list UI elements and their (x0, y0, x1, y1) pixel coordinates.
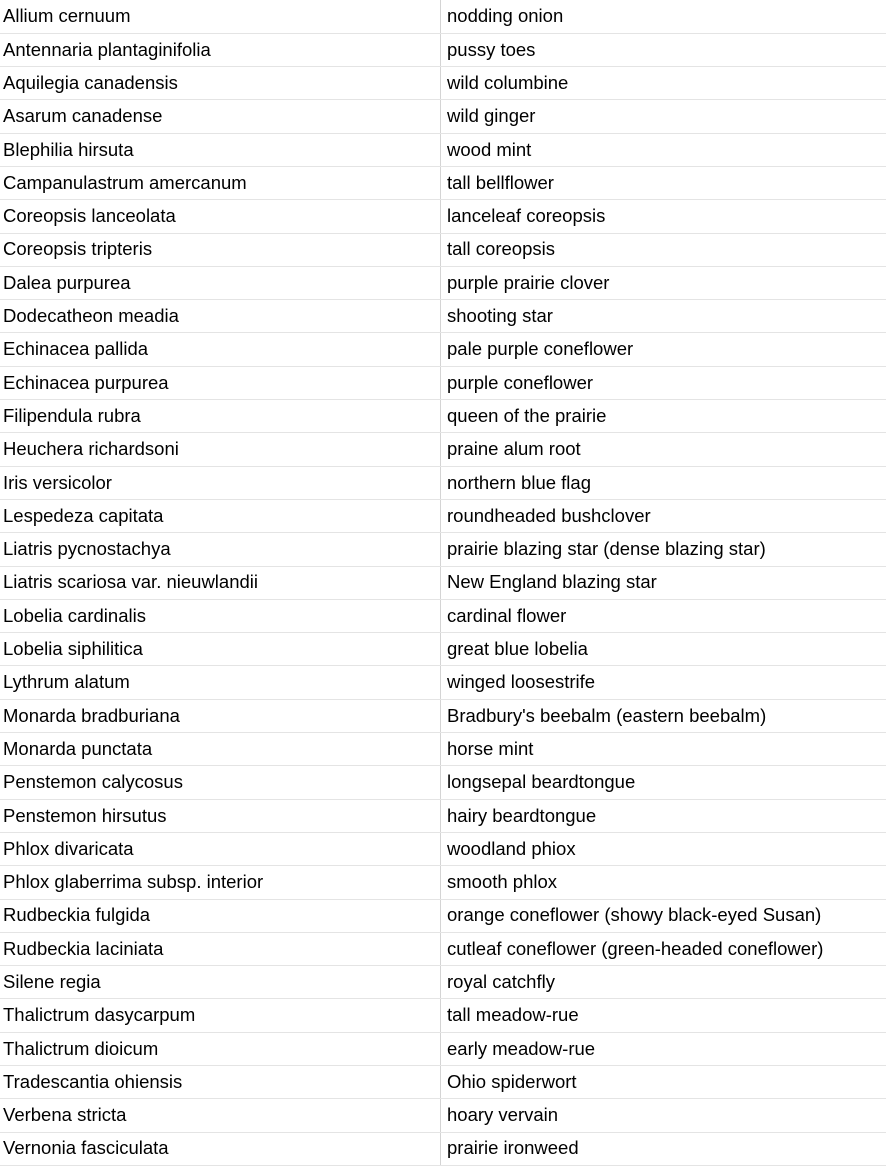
common-name-cell[interactable]: prairie ironweed (441, 1132, 886, 1165)
common-name-cell[interactable]: northern blue flag (441, 466, 886, 499)
table-row (0, 1066, 886, 1099)
scientific-name-cell[interactable]: Dodecatheon meadia (0, 300, 441, 333)
common-name-cell[interactable]: early meadow-rue (441, 1032, 886, 1065)
scientific-name-cell[interactable]: Silene regia (0, 966, 441, 999)
scientific-name-cell[interactable]: Lythrum alatum (0, 666, 441, 699)
scientific-name-cell[interactable]: Thalictrum dasycarpum (0, 999, 441, 1032)
scientific-name-cell[interactable]: Asarum canadense (0, 100, 441, 133)
common-name-cell[interactable]: wild columbine (441, 67, 886, 100)
common-name-cell[interactable]: cutleaf coneflower (green-headed coneflower) (441, 932, 886, 965)
table-row (0, 533, 886, 566)
common-name-cell[interactable]: wild ginger (441, 100, 886, 133)
common-name-cell[interactable]: lanceleaf coreopsis (441, 200, 886, 233)
table-row (0, 33, 886, 66)
common-name-cell[interactable]: great blue lobelia (441, 633, 886, 666)
common-name-cell[interactable]: longsepal beardtongue (441, 766, 886, 799)
common-name-cell[interactable]: horse mint (441, 733, 886, 766)
common-name-cell[interactable]: orange coneflower (showy black-eyed Susan) (441, 899, 886, 932)
scientific-name-cell[interactable]: Monarda bradburiana (0, 699, 441, 732)
scientific-name-cell[interactable]: Filipendula rubra (0, 400, 441, 433)
scientific-name-cell[interactable]: Antennaria plantaginifolia (0, 33, 441, 66)
table-row (0, 400, 886, 433)
table-row (0, 699, 886, 732)
scientific-name-cell[interactable]: Rudbeckia laciniata (0, 932, 441, 965)
table-row (0, 566, 886, 599)
scientific-name-cell[interactable]: Heuchera richardsoni (0, 433, 441, 466)
table-row (0, 166, 886, 199)
table-row (0, 633, 886, 666)
scientific-name-cell[interactable]: Coreopsis tripteris (0, 233, 441, 266)
table-row (0, 100, 886, 133)
table-row (0, 200, 886, 233)
table-row (0, 1032, 886, 1065)
scientific-name-cell[interactable]: Rudbeckia fulgida (0, 899, 441, 932)
table-row (0, 966, 886, 999)
common-name-cell[interactable]: royal catchfly (441, 966, 886, 999)
table-row (0, 300, 886, 333)
common-name-cell[interactable]: pale purple coneflower (441, 333, 886, 366)
common-name-cell[interactable]: New England blazing star (441, 566, 886, 599)
table-row (0, 466, 886, 499)
table-row (0, 133, 886, 166)
scientific-name-cell[interactable]: Penstemon hirsutus (0, 799, 441, 832)
common-name-cell[interactable]: queen of the prairie (441, 400, 886, 433)
scientific-name-cell[interactable]: Lobelia siphilitica (0, 633, 441, 666)
scientific-name-cell[interactable]: Liatris pycnostachya (0, 533, 441, 566)
table-row (0, 999, 886, 1032)
scientific-name-cell[interactable]: Echinacea pallida (0, 333, 441, 366)
table-row (0, 866, 886, 899)
scientific-name-cell[interactable]: Vernonia fasciculata (0, 1132, 441, 1165)
table-row (0, 1132, 886, 1165)
common-name-cell[interactable]: purple prairie clover (441, 266, 886, 299)
scientific-name-cell[interactable]: Phlox divaricata (0, 832, 441, 865)
table-row (0, 266, 886, 299)
scientific-name-cell[interactable]: Tradescantia ohiensis (0, 1066, 441, 1099)
scientific-name-cell[interactable]: Thalictrum dioicum (0, 1032, 441, 1065)
common-name-cell[interactable]: praine alum root (441, 433, 886, 466)
common-name-cell[interactable]: tall meadow-rue (441, 999, 886, 1032)
table-row (0, 932, 886, 965)
table-row (0, 799, 886, 832)
scientific-name-cell[interactable]: Verbena stricta (0, 1099, 441, 1132)
table-row (0, 766, 886, 799)
common-name-cell[interactable]: hairy beardtongue (441, 799, 886, 832)
common-name-cell[interactable]: Bradbury's beebalm (eastern beebalm) (441, 699, 886, 732)
table-row (0, 366, 886, 399)
scientific-name-cell[interactable]: Campanulastrum amercanum (0, 166, 441, 199)
scientific-name-cell[interactable]: Penstemon calycosus (0, 766, 441, 799)
common-name-cell[interactable]: tall coreopsis (441, 233, 886, 266)
common-name-cell[interactable]: roundheaded bushclover (441, 499, 886, 532)
table-row (0, 1099, 886, 1132)
scientific-name-cell[interactable]: Coreopsis lanceolata (0, 200, 441, 233)
table-row (0, 333, 886, 366)
scientific-name-cell[interactable]: Monarda punctata (0, 733, 441, 766)
common-name-cell[interactable]: shooting star (441, 300, 886, 333)
common-name-cell[interactable]: prairie blazing star (dense blazing star) (441, 533, 886, 566)
table-row (0, 666, 886, 699)
table-row (0, 433, 886, 466)
table-row (0, 899, 886, 932)
table-row (0, 733, 886, 766)
scientific-name-cell[interactable]: Allium cernuum (0, 0, 441, 33)
scientific-name-cell[interactable]: Lespedeza capitata (0, 499, 441, 532)
common-name-cell[interactable]: nodding onion (441, 0, 886, 33)
table-row (0, 67, 886, 100)
table-row (0, 233, 886, 266)
scientific-name-cell[interactable]: Aquilegia canadensis (0, 67, 441, 100)
table-row (0, 499, 886, 532)
common-name-cell[interactable]: Ohio spiderwort (441, 1066, 886, 1099)
common-name-cell[interactable]: pussy toes (441, 33, 886, 66)
common-name-cell[interactable]: cardinal flower (441, 599, 886, 632)
table-row (0, 0, 886, 33)
common-name-cell[interactable]: smooth phlox (441, 866, 886, 899)
common-name-cell[interactable]: woodland phiox (441, 832, 886, 865)
table-row (0, 599, 886, 632)
common-name-cell[interactable]: hoary vervain (441, 1099, 886, 1132)
scientific-name-cell[interactable]: Phlox glaberrima subsp. interior (0, 866, 441, 899)
common-name-cell[interactable]: purple coneflower (441, 366, 886, 399)
common-name-cell[interactable]: wood mint (441, 133, 886, 166)
scientific-name-cell[interactable]: Blephilia hirsuta (0, 133, 441, 166)
scientific-name-cell[interactable]: Iris versicolor (0, 466, 441, 499)
scientific-name-cell[interactable]: Lobelia cardinalis (0, 599, 441, 632)
scientific-name-cell[interactable]: Liatris scariosa var. nieuwlandii (0, 566, 441, 599)
table-row (0, 832, 886, 865)
common-name-cell[interactable]: winged loosestrife (441, 666, 886, 699)
scientific-name-cell[interactable]: Echinacea purpurea (0, 366, 441, 399)
common-name-cell[interactable]: tall bellflower (441, 166, 886, 199)
scientific-name-cell[interactable]: Dalea purpurea (0, 266, 441, 299)
